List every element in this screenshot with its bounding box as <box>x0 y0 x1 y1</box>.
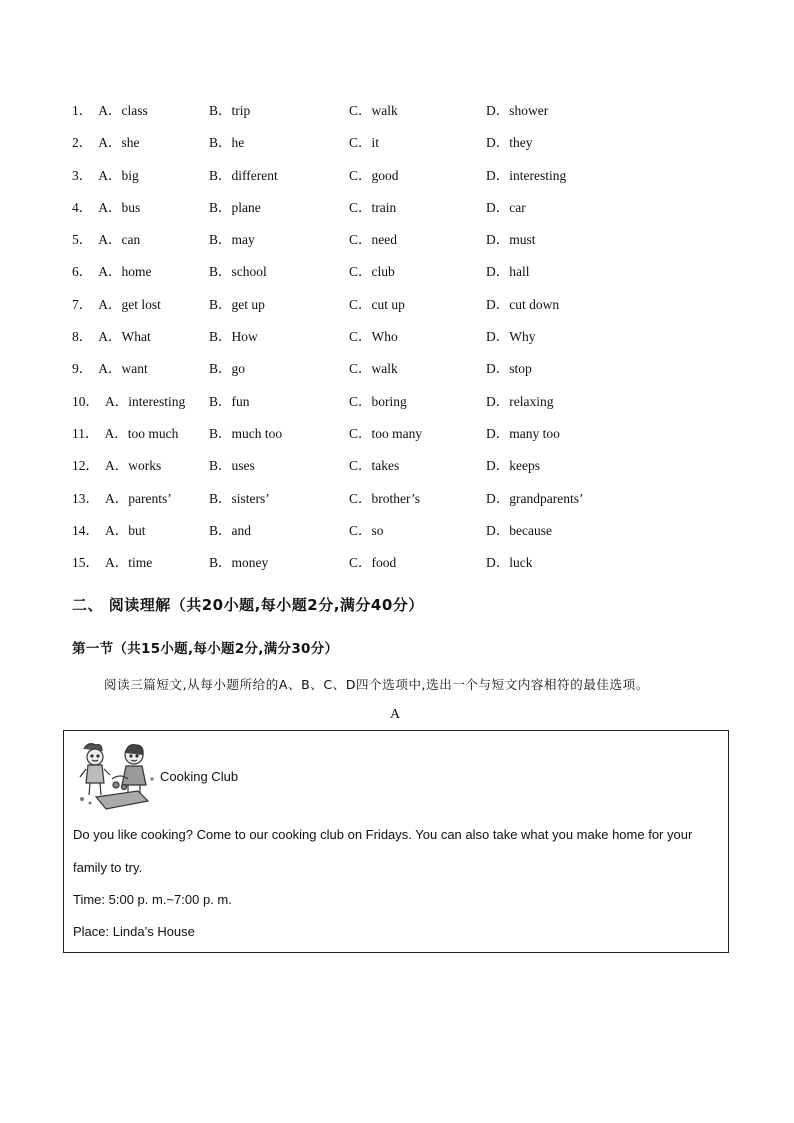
question-number: 4． <box>72 199 93 215</box>
option-b: B．money <box>209 555 269 571</box>
option-c: C．too many <box>349 425 423 441</box>
option-b: B．get up <box>209 296 265 312</box>
option-c: C．cut up <box>349 296 405 312</box>
option-a <box>72 424 178 444</box>
option-a <box>72 101 148 121</box>
option-b: B．trip <box>209 103 251 118</box>
option-c: C．takes <box>349 458 400 474</box>
option-a-text: A．get lost <box>98 296 161 312</box>
option-c: C．so <box>349 522 384 538</box>
option-a <box>72 489 172 509</box>
option-b: B．plane <box>209 199 261 215</box>
option-b: B．different <box>209 167 278 183</box>
passage-box <box>63 730 729 953</box>
question-number: 11． <box>72 425 99 441</box>
option-a <box>72 359 148 379</box>
option-a <box>72 553 152 573</box>
question-row <box>72 521 732 553</box>
option-a <box>72 327 151 347</box>
option-c: C．Who <box>349 329 398 345</box>
option-c: C．boring <box>349 393 407 409</box>
option-b: B．uses <box>209 458 255 474</box>
option-b: B．school <box>209 264 267 280</box>
question-number: 8． <box>72 329 93 345</box>
option-a-text: A．can <box>98 232 141 248</box>
option-d: D．relaxing <box>486 393 554 409</box>
option-b: B．much too <box>209 425 283 441</box>
question-row <box>72 359 732 391</box>
question-row <box>72 489 732 521</box>
question-row <box>72 101 732 133</box>
question-number: 10． <box>72 393 99 409</box>
question-row <box>72 392 732 424</box>
option-d: D．shower <box>486 103 549 118</box>
option-d: D．stop <box>486 361 532 377</box>
instructions-text: 阅读三篇短文,从每小题所给的A、B、C、D四个选项中,选出一个与短文内容相符的最佳选项。 <box>104 677 649 692</box>
option-a <box>72 262 152 282</box>
option-d: D．keeps <box>486 458 540 474</box>
option-b: B．and <box>209 522 251 538</box>
question-number: 12． <box>72 458 99 474</box>
passage-place: Place: Linda’s House <box>73 924 195 939</box>
club-title: Cooking Club <box>160 769 239 784</box>
option-a <box>72 198 140 218</box>
option-b: B．may <box>209 232 255 248</box>
option-a-text: A．interesting <box>105 393 186 409</box>
question-row <box>72 553 732 585</box>
option-d: D．Why <box>486 329 536 345</box>
option-b: B．How <box>209 329 258 345</box>
option-b: B．he <box>209 135 245 151</box>
option-a-text: A．home <box>98 264 152 280</box>
option-d: D．they <box>486 135 533 151</box>
section-title: 二、 阅读理解（共20小题,每小题2分,满分40分） <box>72 596 424 614</box>
option-d: D．because <box>486 522 552 538</box>
option-d: D．luck <box>486 555 533 571</box>
question-row <box>72 327 732 359</box>
option-a-text: A．bus <box>98 199 141 215</box>
option-a <box>72 295 161 315</box>
cartoon-children-cooking-image <box>76 739 158 813</box>
option-c: C．it <box>349 135 380 151</box>
option-a <box>72 456 161 476</box>
option-c: C．club <box>349 264 395 280</box>
option-a-text: A．but <box>105 522 146 538</box>
subsection-title: 第一节（共15小题,每小题2分,满分30分） <box>72 641 339 657</box>
question-number: 14． <box>72 522 99 538</box>
question-row <box>72 166 732 198</box>
passage-time: Time: 5:00 p. m.~7:00 p. m. <box>73 892 232 907</box>
option-b: B．go <box>209 361 246 377</box>
question-number: 7． <box>72 296 93 312</box>
question-number: 15． <box>72 555 99 571</box>
option-d: D．grandparents’ <box>486 490 584 506</box>
option-a-text: A．class <box>98 103 148 118</box>
passage-line: family to try. <box>73 860 143 875</box>
option-a-text: A．too much <box>104 425 179 441</box>
question-options-list <box>72 101 732 585</box>
passage-line: Do you like cooking? Come to our cooking club on Fridays. You can also take what you make home for your <box>73 827 693 842</box>
option-c: C．train <box>349 199 397 215</box>
option-a <box>72 133 140 153</box>
option-c: C．brother’s <box>349 490 420 506</box>
question-number: 1． <box>72 103 93 118</box>
option-c: C．walk <box>349 103 398 118</box>
question-number: 2． <box>72 135 93 151</box>
option-c: C．walk <box>349 361 398 377</box>
question-number: 9． <box>72 361 93 377</box>
option-c: C．food <box>349 555 397 571</box>
option-c: C．need <box>349 232 397 248</box>
option-a-text: A．What <box>98 329 151 345</box>
question-number: 5． <box>72 232 93 248</box>
option-a <box>72 521 146 541</box>
question-row <box>72 133 732 165</box>
option-d: D．hall <box>486 264 530 280</box>
question-row <box>72 198 732 230</box>
option-a-text: A．time <box>105 555 153 571</box>
option-d: D．must <box>486 232 536 248</box>
option-b: B．sisters’ <box>209 490 270 506</box>
question-row <box>72 262 732 294</box>
option-a-text: A．works <box>105 458 162 474</box>
option-a-text: A．parents’ <box>105 490 172 506</box>
question-number: 6． <box>72 264 93 280</box>
option-a-text: A．want <box>98 361 148 377</box>
option-a-text: A．big <box>98 167 139 183</box>
question-row <box>72 295 732 327</box>
option-a <box>72 392 185 412</box>
question-row <box>72 424 732 456</box>
question-row <box>72 456 732 488</box>
option-d: D．cut down <box>486 296 560 312</box>
question-row <box>72 230 732 262</box>
option-d: D．car <box>486 199 526 215</box>
option-d: D．many too <box>486 425 560 441</box>
option-d: D．interesting <box>486 167 567 183</box>
option-a <box>72 166 139 186</box>
question-number: 13． <box>72 490 99 506</box>
option-b: B．fun <box>209 393 250 409</box>
passage-label: A <box>390 707 401 722</box>
option-a <box>72 230 140 250</box>
option-a-text: A．she <box>98 135 140 151</box>
option-c: C．good <box>349 167 399 183</box>
question-number: 3． <box>72 167 93 183</box>
